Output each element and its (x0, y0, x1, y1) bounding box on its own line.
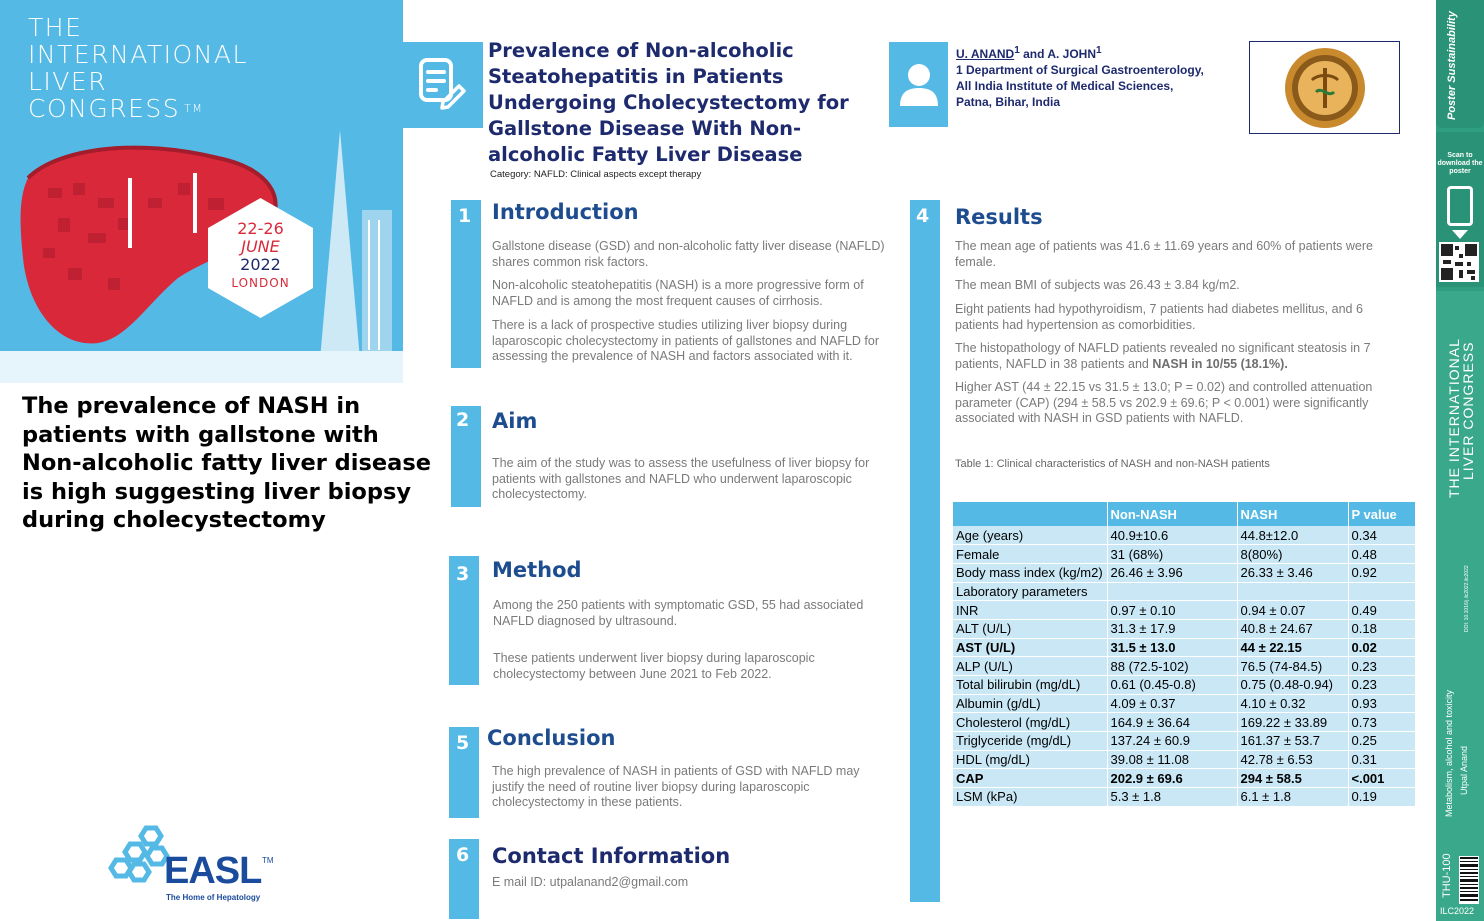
table-cell: 294 ± 58.5 (1237, 769, 1348, 788)
table-cell: Triglyceride (mg/dL) (953, 732, 1107, 751)
table-cell: 0.49 (1348, 601, 1415, 620)
table-cell: 0.92 (1348, 563, 1415, 582)
year: 2022 (240, 255, 281, 274)
table-cell: 169.22 ± 33.89 (1237, 713, 1348, 732)
table-cell: 164.9 ± 36.64 (1107, 713, 1237, 732)
table-cell: Female (953, 545, 1107, 564)
section-2-number: 2 (456, 409, 470, 431)
table-row (953, 545, 1415, 564)
results-heading: Results (955, 205, 1043, 229)
table-cell: Total bilirubin (mg/dL) (953, 676, 1107, 695)
table-cell: 0.25 (1348, 732, 1415, 751)
arrow-down-icon (1452, 230, 1468, 240)
table-cell: 4.09 ± 0.37 (1107, 694, 1237, 713)
table-cell: 0.97 ± 0.10 (1107, 601, 1237, 620)
strip-brand-segment (1436, 0, 1484, 128)
aiims-seal-icon (1282, 46, 1368, 130)
table-cell: 40.9±10.6 (1107, 526, 1237, 545)
table-cell: <.001 (1348, 769, 1415, 788)
table-cell: 161.37 ± 53.7 (1237, 732, 1348, 751)
table-cell: CAP (953, 769, 1107, 788)
person-icon (898, 62, 940, 108)
poster-title: Prevalence of Non-alcoholic Steatohepatitis in Patients Undergoing Cholecystectomy for Gallstone Disease With Non-alcoholic Fatty Liver Disease (488, 39, 849, 166)
table-cell: Albumin (g/dL) (953, 694, 1107, 713)
strip-topic: Metabolism, alcohol and toxicity (1444, 689, 1454, 817)
table-row (953, 526, 1415, 545)
coauthor: and A. JOHN (1019, 47, 1097, 61)
aim-paragraph: The aim of the study was to assess the usefulness of liver biopsy for patients with gallstones and NAFLD who underwent laparoscopic cholecystectomy. (492, 456, 870, 501)
clinical-characteristics-table (953, 502, 1416, 807)
table-cell: 137.24 ± 60.9 (1107, 732, 1237, 751)
table-cell (1237, 582, 1348, 601)
table-cell: 44 ± 22.15 (1237, 638, 1348, 657)
table-cell: Age (years) (953, 526, 1107, 545)
strip-poster-code: THU-100 (1441, 853, 1453, 898)
results-paragraph-2: The mean BMI of subjects was 26.43 ± 3.84 kg/m2. (955, 278, 1240, 292)
congress-banner (0, 0, 403, 383)
table-cell: 6.1 ± 1.8 (1237, 788, 1348, 807)
results-text: The histopathology of NAFLD patients revealed no significant steatosis in 7 patients, NAFLD in 38 patients and (955, 341, 1371, 371)
table-cell: 0.94 ± 0.07 (1237, 601, 1348, 620)
strip-brand: Poster Sustainability (1446, 11, 1458, 120)
conclusion-paragraph: The high prevalence of NASH in patients of GSD with NAFLD may justify the need of routine liver biopsy during laparoscopic cholecystectomy in these patients. (492, 764, 860, 809)
easl-tm: TM (262, 856, 274, 865)
table-cell: 0.02 (1348, 638, 1415, 657)
table-cell: 42.78 ± 6.53 (1237, 750, 1348, 769)
method-paragraph-1: Among the 250 patients with symptomatic GSD, 55 had associated NAFLD diagnosed by ultrasound. (493, 598, 864, 628)
authors-block (956, 43, 1204, 110)
strip-event: ILC2022 (1440, 906, 1475, 916)
table-cell: 0.34 (1348, 526, 1415, 545)
table-row (953, 601, 1415, 620)
affiliation-sup: 1 (1096, 45, 1102, 56)
table-cell: 0.75 (0.48-0.94) (1237, 676, 1348, 695)
table-cell: 0.93 (1348, 694, 1415, 713)
table-cell: ALT (U/L) (953, 619, 1107, 638)
poster-category: Category: NAFLD: Clinical aspects except therapy (490, 169, 702, 180)
table-cell (1107, 582, 1237, 601)
table-row (953, 582, 1415, 601)
results-highlight: NASH in 10/55 (18.1%). (1152, 356, 1288, 371)
table-cell: 0.48 (1348, 545, 1415, 564)
table-header (953, 502, 1107, 526)
table-cell: 39.08 ± 11.08 (1107, 750, 1237, 769)
table-cell: Body mass index (kg/m2) (953, 563, 1107, 582)
trademark: TM (184, 102, 204, 115)
table-cell: 0.31 (1348, 750, 1415, 769)
results-paragraph-5: Higher AST (44 ± 22.15 vs 31.5 ± 13.0; P = 0.02) and controlled attenuation parameter (CAP) (294 ± 58.5 vs 202.9 ± 69.6; P < 0.001) were significantly associated with NASH in GSD patients with NAFLD. (955, 380, 1373, 425)
conclusion-heading: Conclusion (487, 726, 616, 750)
dates-hexagon (208, 198, 313, 318)
title-icon-box (403, 42, 483, 128)
table-row (953, 750, 1415, 769)
city: LONDON (231, 276, 290, 290)
method-heading: Method (492, 558, 582, 582)
table-header: Non-NASH (1107, 502, 1237, 526)
table-cell: 0.23 (1348, 657, 1415, 676)
barcode-icon (1459, 856, 1479, 904)
table-row (953, 713, 1415, 732)
results-paragraph-1: The mean age of patients was 41.6 ± 11.69 years and 60% of patients were female. (955, 239, 1373, 269)
table-cell: 0.23 (1348, 676, 1415, 695)
strip-congress-line-2: LIVER CONGRESS (1460, 341, 1476, 480)
table-cell: AST (U/L) (953, 638, 1107, 657)
table-row (953, 676, 1415, 695)
phone-icon (1447, 186, 1473, 226)
scan-instruction: Scan to download the poster (1437, 152, 1483, 175)
introduction-heading: Introduction (492, 200, 639, 224)
table-cell: 0.18 (1348, 619, 1415, 638)
table-cell (1348, 582, 1415, 601)
table-row (953, 788, 1415, 807)
author-icon-box (889, 42, 948, 127)
section-5-number: 5 (456, 732, 470, 754)
intro-paragraph-1: Gallstone disease (GSD) and non-alcoholic fatty liver disease (NAFLD) shares common risk factors. (492, 239, 885, 269)
table-caption: Table 1: Clinical characteristics of NASH and non-NASH patients (955, 458, 1270, 470)
strip-author: Utpal Anand (1459, 745, 1469, 795)
affiliation-line: Patna, Bihar, India (956, 95, 1061, 109)
results-paragraph-4 (955, 341, 1385, 372)
table-cell: ALP (U/L) (953, 657, 1107, 676)
table-cell: Cholesterol (mg/dL) (953, 713, 1107, 732)
table-cell: INR (953, 601, 1107, 620)
table-cell: LSM (kPa) (953, 788, 1107, 807)
section-3-number: 3 (456, 563, 470, 585)
dates: 22-26 (237, 219, 284, 238)
table-cell: HDL (mg/dL) (953, 750, 1107, 769)
table-row (953, 769, 1415, 788)
section-6-number: 6 (456, 844, 470, 866)
table-cell: 31.3 ± 17.9 (1107, 619, 1237, 638)
table-cell: 8(80%) (1237, 545, 1348, 564)
author-name-link[interactable]: U. ANAND (956, 47, 1015, 61)
congress-line: INTERNATIONAL (28, 40, 248, 69)
table-cell: 26.33 ± 3.46 (1237, 563, 1348, 582)
congress-line: CONGRESS (28, 94, 181, 123)
table-row (953, 563, 1415, 582)
strip-congress-line-1: THE INTERNATIONAL (1446, 338, 1462, 498)
table-cell: 26.46 ± 3.96 (1107, 563, 1237, 582)
affiliation-line: 1 Department of Surgical Gastroenterology, (956, 63, 1204, 77)
lab-floor (0, 351, 403, 383)
document-edit-icon (417, 56, 467, 112)
table-cell: 40.8 ± 24.67 (1237, 619, 1348, 638)
affiliation-line: All India Institute of Medical Sciences, (956, 79, 1174, 93)
table-row (953, 732, 1415, 751)
table-cell: 202.9 ± 69.6 (1107, 769, 1237, 788)
qr-code-icon[interactable] (1439, 242, 1479, 282)
section-1-number: 1 (458, 205, 472, 227)
table-header-row (953, 502, 1415, 526)
easl-name: EASL (164, 850, 262, 892)
table-cell: 44.8±12.0 (1237, 526, 1348, 545)
table-cell: 0.61 (0.45-0.8) (1107, 676, 1237, 695)
table-row (953, 619, 1415, 638)
table-cell: 88 (72.5-102) (1107, 657, 1237, 676)
section-4-number: 4 (916, 205, 930, 227)
key-message: The prevalence of NASH in patients with gallstone with Non-alcoholic fatty liver disease is high suggesting liver biopsy during cholecystectomy (22, 393, 431, 533)
intro-paragraph-2: Non-alcoholic steatohepatitis (NASH) is a more progressive form of NAFLD and is among the most frequent causes of cirrhosis. (492, 278, 864, 308)
institute-logo (1249, 41, 1400, 134)
section-4-bar (910, 200, 940, 902)
strip-doi: DOI: 10.1016/j.ilc2022.ilc2022 (1464, 565, 1470, 632)
congress-line: LIVER (28, 67, 108, 96)
table-cell: Laboratory parameters (953, 582, 1107, 601)
intro-paragraph-3: There is a lack of prospective studies utilizing liver biopsy during laparoscopic cholecystectomy in patients of gallstones and NAFLD for assessing the prevalence of NASH and factors associated with it. (492, 318, 879, 363)
method-paragraph-2: These patients underwent liver biopsy during laparoscopic cholecystectomy between June 2021 to Feb 2022. (493, 651, 815, 681)
table-cell: 0.73 (1348, 713, 1415, 732)
table-cell: 4.10 ± 0.32 (1237, 694, 1348, 713)
aim-heading: Aim (492, 409, 538, 433)
city-skyline (300, 130, 400, 360)
affiliation-sup: 1 (1014, 45, 1020, 56)
table-row (953, 694, 1415, 713)
congress-line: THE (28, 13, 83, 42)
table-row (953, 657, 1415, 676)
contact-heading: Contact Information (492, 844, 731, 868)
congress-name (28, 14, 248, 122)
results-paragraph-3: Eight patients had hypothyroidism, 7 patients had diabetes mellitus, and 6 patients had hypertension as comorbidities. (955, 302, 1363, 332)
table-header: P value (1348, 502, 1415, 526)
table-header: NASH (1237, 502, 1348, 526)
table-cell: 31 (68%) (1107, 545, 1237, 564)
table-cell: 31.5 ± 13.0 (1107, 638, 1237, 657)
contact-email[interactable]: E mail ID: utpalanand2@gmail.com (492, 875, 689, 889)
table-cell: 5.3 ± 1.8 (1107, 788, 1237, 807)
month: JUNE (241, 237, 280, 256)
table-cell: 0.19 (1348, 788, 1415, 807)
table-row (953, 638, 1415, 657)
easl-subtitle: The Home of Hepatology (166, 893, 261, 902)
table-cell: 76.5 (74-84.5) (1237, 657, 1348, 676)
